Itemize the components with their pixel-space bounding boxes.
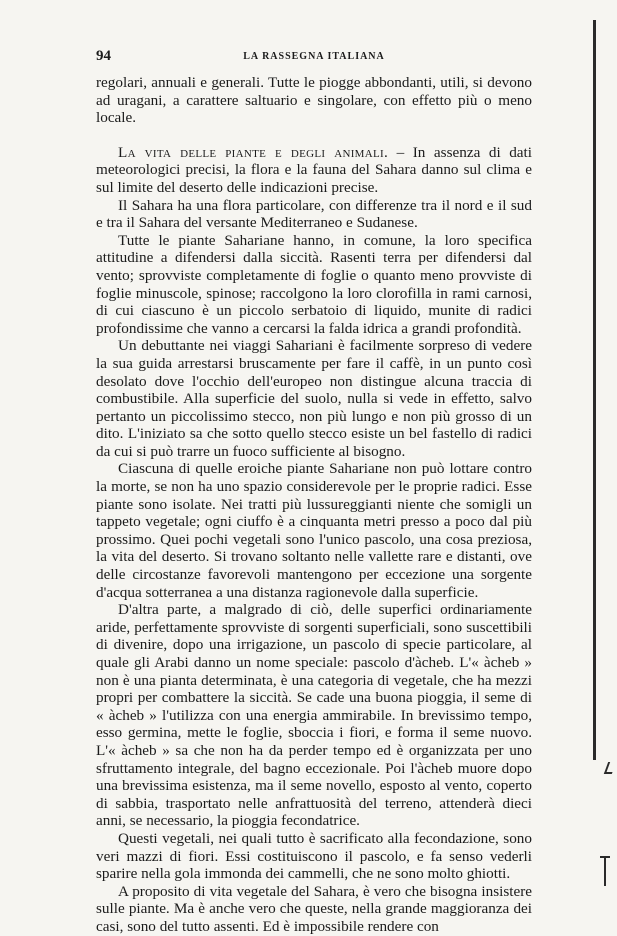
paragraph: Il Sahara ha una flora particolare, con differenze tra il nord e il sud e tra il Sahara del versante Mediterraneo e Sudanese.: [96, 196, 532, 232]
paragraph: A proposito di vita vegetale del Sahara, è vero che bisogna insistere sulle piante. Ma è anche vero che queste, nella grande maggioranza dei casi, sono del tutto assenti. Ed è impossibile rendere con: [96, 882, 532, 935]
section-lead-paragraph: [96, 144, 532, 197]
paragraph: Ciascuna di quelle eroiche piante Sahariane non può lottare contro la morte, se non ha uno spazio considerevole per le proprie radici. Esse piante sono isolate. Nei tratti più lussureggianti niente che somigli un tappeto vegetale; ogni ciuffo è a cinquanta metri presso a poco dal più prossimo. Quei pochi vegetali sono l'unico pascolo, una cosa preziosa, la vita del deserto. Si trovano soltanto nelle vallette rare e distanti, ove delle circostanze favorevoli mantengono per eccezione una sorgente d'acqua sotterranea a una distanza ragionevole dalla superficie.: [96, 460, 532, 601]
book-page: [96, 48, 532, 936]
intro-paragraph: regolari, annuali e generali. Tutte le piogge abbondanti, utili, si devono ad uragani, a carattere saltuario e singolare, con effetto più o meno locale.: [96, 74, 532, 127]
body-text: [96, 74, 532, 936]
paragraph: Questi vegetali, nei quali tutto è sacrificato alla fecondazione, sono veri mazzi di fiori. Essi costituiscono il pascolo, e fa senso vederli sparire nella gola immonda dei cammelli, che ne sono molto ghiotti.: [96, 829, 532, 883]
paragraph: D'altra parte, a malgrado di ciò, delle superfici ordinariamente aride, perfettamente sprovviste di sorgenti superficiali, sono suscettibili di divenire, dopo una irrigazione, un pascolo di specie particolare, al quale gli Arabi danno un nome speciale: pascolo d'àcheb. L'« àcheb » non è una pianta determinata, è una categoria di vegetale, che ha mezzi propri per combattere la siccità. Se cade una buona pioggia, il seme di « àcheb » l'utilizza con una energia ammirabile. In brevissimo tempo, esso germina, mette le foglie, sboccia i fiori, e forma il seme nuovo. L'« àcheb » sa che non ha da perder tempo ed è organizzata per uno sfruttamento integrale, del bagno eccezionale. Poi l'àcheb muore dopo una brevissima esistenza, ma il seme novello, esposto al vento, coperto di sabbia, trasportato nelle anfrattuosità del terreno, attenderà dieci anni, se necessario, la pioggia fecondatrice.: [96, 601, 532, 830]
section-lead-text: – In assenza di dati meteorologici precisi, la flora e la fauna del Sahara danno sul clima e sul limite del deserto delle indicazioni precise.: [96, 143, 532, 196]
running-head: [96, 48, 532, 68]
paragraph: Tutte le piante Sahariane hanno, in comune, la loro specifica attitudine a difendersi dalla siccità. Rasenti terra per difendersi dal vento; sprovviste completamente di foglie o quanto meno provviste di foglie minuscole, spinose; raccolgono la loro clorofilla in rami carnosi, di cui ciascuno è un piccolo serbatoio di liquido, munite di radici profondissime che vanno a cercarsi la falda idrica a grandi profondità.: [96, 231, 532, 337]
journal-title: LA RASSEGNA ITALIANA: [243, 51, 385, 62]
page-edge-rule: [593, 20, 596, 760]
page-number: 94: [96, 48, 111, 64]
margin-mark: [604, 762, 616, 774]
section-break: [96, 127, 532, 144]
margin-tick: [604, 856, 606, 886]
section-heading: La vita delle piante e degli animali.: [118, 143, 389, 161]
paragraph: Un debuttante nei viaggi Sahariani è facilmente sorpreso di vedere la sua guida arrestarsi bruscamente per fare il caffè, in un punto così desolato dove l'occhio dell'europeo non distingue alcuna traccia di combustibile. Alla superficie del suolo, nulla si vede in effetto, salvo pertanto un piccolissimo stecco, non più lungo e non più grosso di un dito. L'iniziato sa che sotto quello stecco esiste un bel fastello di radici da cui si può trarre un fuoco sufficiente al bisogno.: [96, 337, 532, 460]
